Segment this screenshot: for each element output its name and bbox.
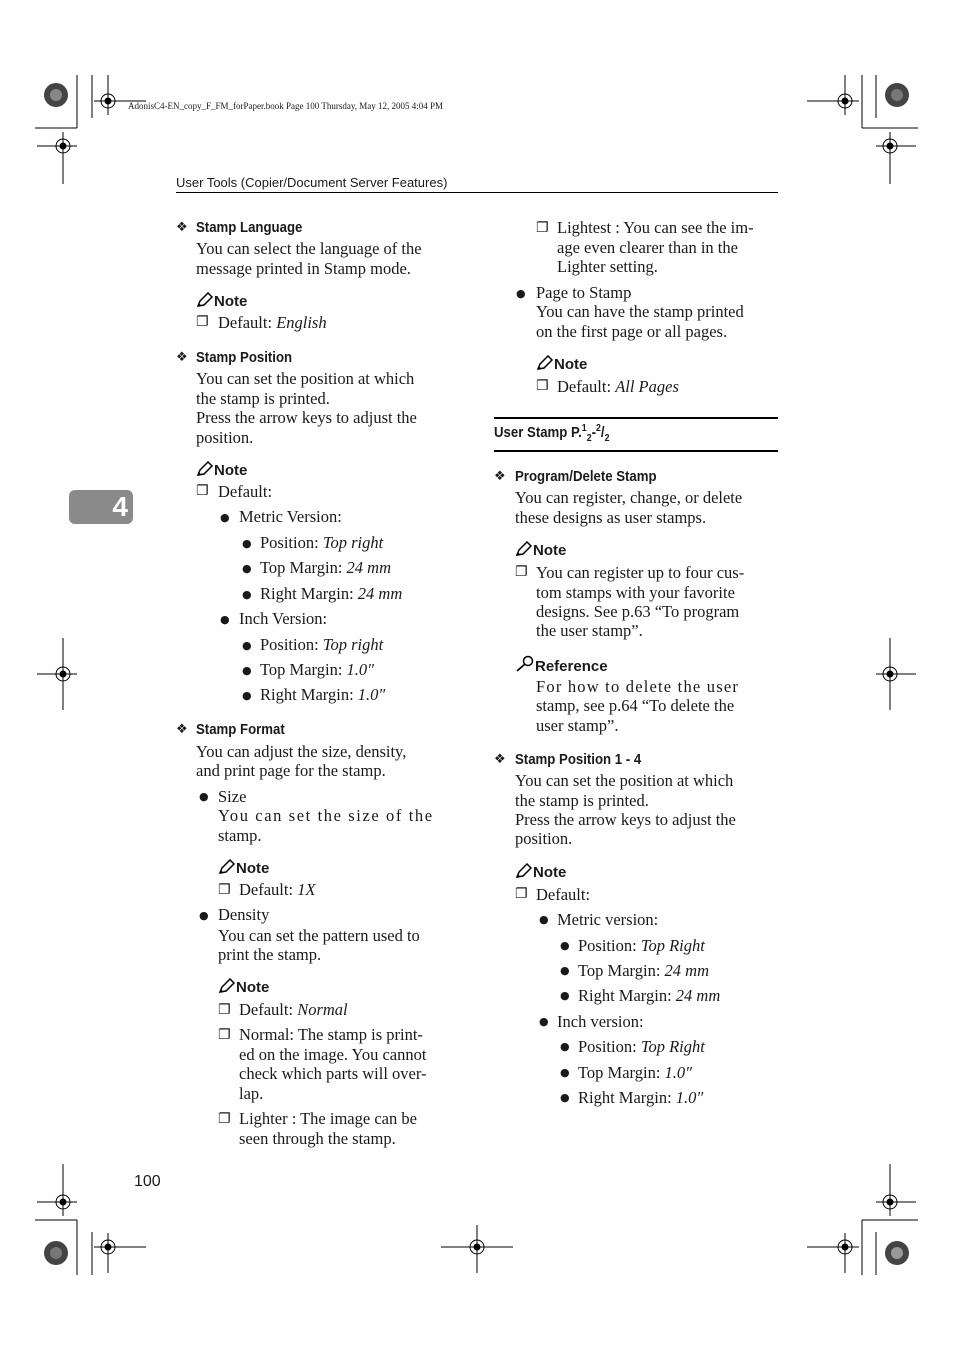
box-bullet-icon: ❐ <box>515 886 528 902</box>
bullet-icon: ● <box>560 1066 570 1079</box>
body-line: the user stamp”. <box>536 621 643 640</box>
default-line: Default: Normal <box>239 1000 348 1019</box>
body-line: age even clearer than in the <box>557 238 738 257</box>
metric-item: Right Margin: 24 mm <box>260 584 403 603</box>
body-line: stamp, see p.64 “To delete the <box>536 696 735 715</box>
box-bullet-icon: ❐ <box>515 564 528 580</box>
body-line: position. <box>196 428 254 447</box>
body-line: tom stamps with your favorite <box>536 583 735 602</box>
pencil-note-icon <box>218 859 236 875</box>
pencil-note-icon <box>218 978 236 994</box>
default-line: Default: <box>218 482 273 501</box>
body-line: lap. <box>239 1084 264 1103</box>
body-line: ed on the image. You cannot <box>239 1045 427 1064</box>
running-head: User Tools (Copier/Document Server Features) <box>176 175 448 190</box>
note-label: Note <box>536 355 587 373</box>
density-label: Density <box>218 905 270 924</box>
inch-item: Top Margin: 1.0″ <box>260 660 375 679</box>
body-line: message printed in Stamp mode. <box>196 259 411 278</box>
diamond-bullet-icon: ❖ <box>494 752 506 767</box>
body-line: You can set the pattern used to <box>218 926 420 945</box>
stamp-format-heading: Stamp Format <box>196 721 285 738</box>
note-label: Note <box>515 863 566 881</box>
body-line: You can set the position at which <box>515 771 734 790</box>
metric-label: Metric version: <box>557 910 659 929</box>
bullet-icon: ● <box>516 287 526 300</box>
user-stamp-title: User Stamp $P.^1_2-^2/_2$ <box>494 423 610 444</box>
note-label: Note <box>196 461 247 479</box>
file-info: AdonisC4-EN_copy_F_FM_forPaper.book Page 100 Thursday, May 12, 2005 4:04 PM <box>128 101 443 111</box>
default-line: Default: All Pages <box>557 377 679 396</box>
metric-item: Position: Top Right <box>578 936 705 955</box>
pencil-note-icon <box>196 292 214 308</box>
note-label: Note <box>218 859 269 877</box>
body-line: stamp. <box>218 826 262 845</box>
note-label: Note <box>515 541 566 559</box>
box-bullet-icon: ❐ <box>218 1027 231 1043</box>
body-line: You can select the language of the <box>196 239 422 258</box>
box-bullet-icon: ❐ <box>536 220 549 236</box>
body-line: You can register up to four cus- <box>536 563 745 582</box>
bullet-icon: ● <box>560 1040 570 1053</box>
body-line: Press the arrow keys to adjust the <box>196 408 417 427</box>
body-line: You can set the position at which <box>196 369 415 388</box>
stamp-language-heading: Stamp Language <box>196 219 303 236</box>
inch-item: Top Margin: 1.0″ <box>578 1063 693 1082</box>
body-line: and print page for the stamp. <box>196 761 386 780</box>
body-line: seen through the stamp. <box>239 1129 396 1148</box>
default-line: Default: 1X <box>239 880 316 899</box>
body-line: position. <box>515 829 573 848</box>
body-line: For how to delete the user <box>536 677 740 696</box>
body-line: print the stamp. <box>218 945 322 964</box>
inch-label: Inch Version: <box>239 609 328 628</box>
metric-item: Top Margin: 24 mm <box>260 558 392 577</box>
bullet-icon: ● <box>220 613 230 626</box>
magnifier-reference-icon <box>515 655 535 673</box>
bullet-icon: ● <box>560 1091 570 1104</box>
body-line: You can set the size of the <box>218 806 434 825</box>
pencil-note-icon <box>196 461 214 477</box>
inch-item: Position: Top right <box>260 635 384 654</box>
program-delete-heading: Program/Delete Stamp <box>515 468 657 485</box>
body-line: Lightest : You can see the im- <box>557 218 754 237</box>
reference-label: Reference <box>515 655 608 675</box>
box-bullet-icon: ❐ <box>218 882 231 898</box>
section-rule-top <box>494 417 778 419</box>
page-to-stamp-label: Page to Stamp <box>536 283 632 302</box>
size-label: Size <box>218 787 247 806</box>
pencil-note-icon <box>515 541 533 557</box>
bullet-icon: ● <box>220 511 230 524</box>
inch-label: Inch version: <box>557 1012 644 1031</box>
inch-item: Right Margin: 1.0″ <box>578 1088 704 1107</box>
metric-item: Position: Top right <box>260 533 384 552</box>
metric-label: Metric Version: <box>239 507 342 526</box>
body-line: on the first page or all pages. <box>536 322 728 341</box>
diamond-bullet-icon: ❖ <box>176 722 188 737</box>
body-line: the stamp is printed. <box>196 389 330 408</box>
box-bullet-icon: ❐ <box>218 1111 231 1127</box>
page-number: 100 <box>134 1173 161 1190</box>
bullet-icon: ● <box>199 909 209 922</box>
body-line: designs. See p.63 “To program <box>536 602 740 621</box>
body-line: Lighter setting. <box>557 257 658 276</box>
diamond-bullet-icon: ❖ <box>176 350 188 365</box>
inch-item: Right Margin: 1.0″ <box>260 685 386 704</box>
pencil-note-icon <box>536 355 554 371</box>
bullet-icon: ● <box>560 939 570 952</box>
bullet-icon: ● <box>242 689 252 702</box>
bullet-icon: ● <box>560 964 570 977</box>
section-rule-bottom <box>494 450 778 452</box>
header-rule <box>176 192 778 193</box>
body-line: You can adjust the size, density, <box>196 742 407 761</box>
box-bullet-icon: ❐ <box>196 314 209 330</box>
stamp-position-heading: Stamp Position <box>196 349 293 366</box>
body-line: You can register, change, or delete <box>515 488 743 507</box>
bullet-icon: ● <box>242 588 252 601</box>
body-line: the stamp is printed. <box>515 791 649 810</box>
body-line: these designs as user stamps. <box>515 508 707 527</box>
bullet-icon: ● <box>539 913 549 926</box>
box-bullet-icon: ❐ <box>536 378 549 394</box>
metric-item: Right Margin: 24 mm <box>578 986 721 1005</box>
stamp-position-14-heading: Stamp Position 1 - 4 <box>515 751 642 768</box>
bullet-icon: ● <box>560 989 570 1002</box>
inch-item: Position: Top Right <box>578 1037 705 1056</box>
box-bullet-icon: ❐ <box>196 483 209 499</box>
note-label: Note <box>196 292 247 310</box>
bullet-icon: ● <box>242 639 252 652</box>
default-line: Default: <box>536 885 591 904</box>
body-line: Lighter : The image can be <box>239 1109 417 1128</box>
bullet-icon: ● <box>242 664 252 677</box>
body-line: user stamp”. <box>536 716 619 735</box>
default-line: Default: English <box>218 313 327 332</box>
metric-item: Top Margin: 24 mm <box>578 961 710 980</box>
body-line: You can have the stamp printed <box>536 302 744 321</box>
diamond-bullet-icon: ❖ <box>494 469 506 484</box>
body-line: Press the arrow keys to adjust the <box>515 810 736 829</box>
diamond-bullet-icon: ❖ <box>176 220 188 235</box>
bullet-icon: ● <box>539 1015 549 1028</box>
box-bullet-icon: ❐ <box>218 1002 231 1018</box>
body-line: check which parts will over- <box>239 1064 427 1083</box>
body-line: Normal: The stamp is print- <box>239 1025 423 1044</box>
bullet-icon: ● <box>199 790 209 803</box>
note-label: Note <box>218 978 269 996</box>
pencil-note-icon <box>515 863 533 879</box>
bullet-icon: ● <box>242 537 252 550</box>
bullet-icon: ● <box>242 562 252 575</box>
chapter-tab: 4 <box>69 490 133 524</box>
